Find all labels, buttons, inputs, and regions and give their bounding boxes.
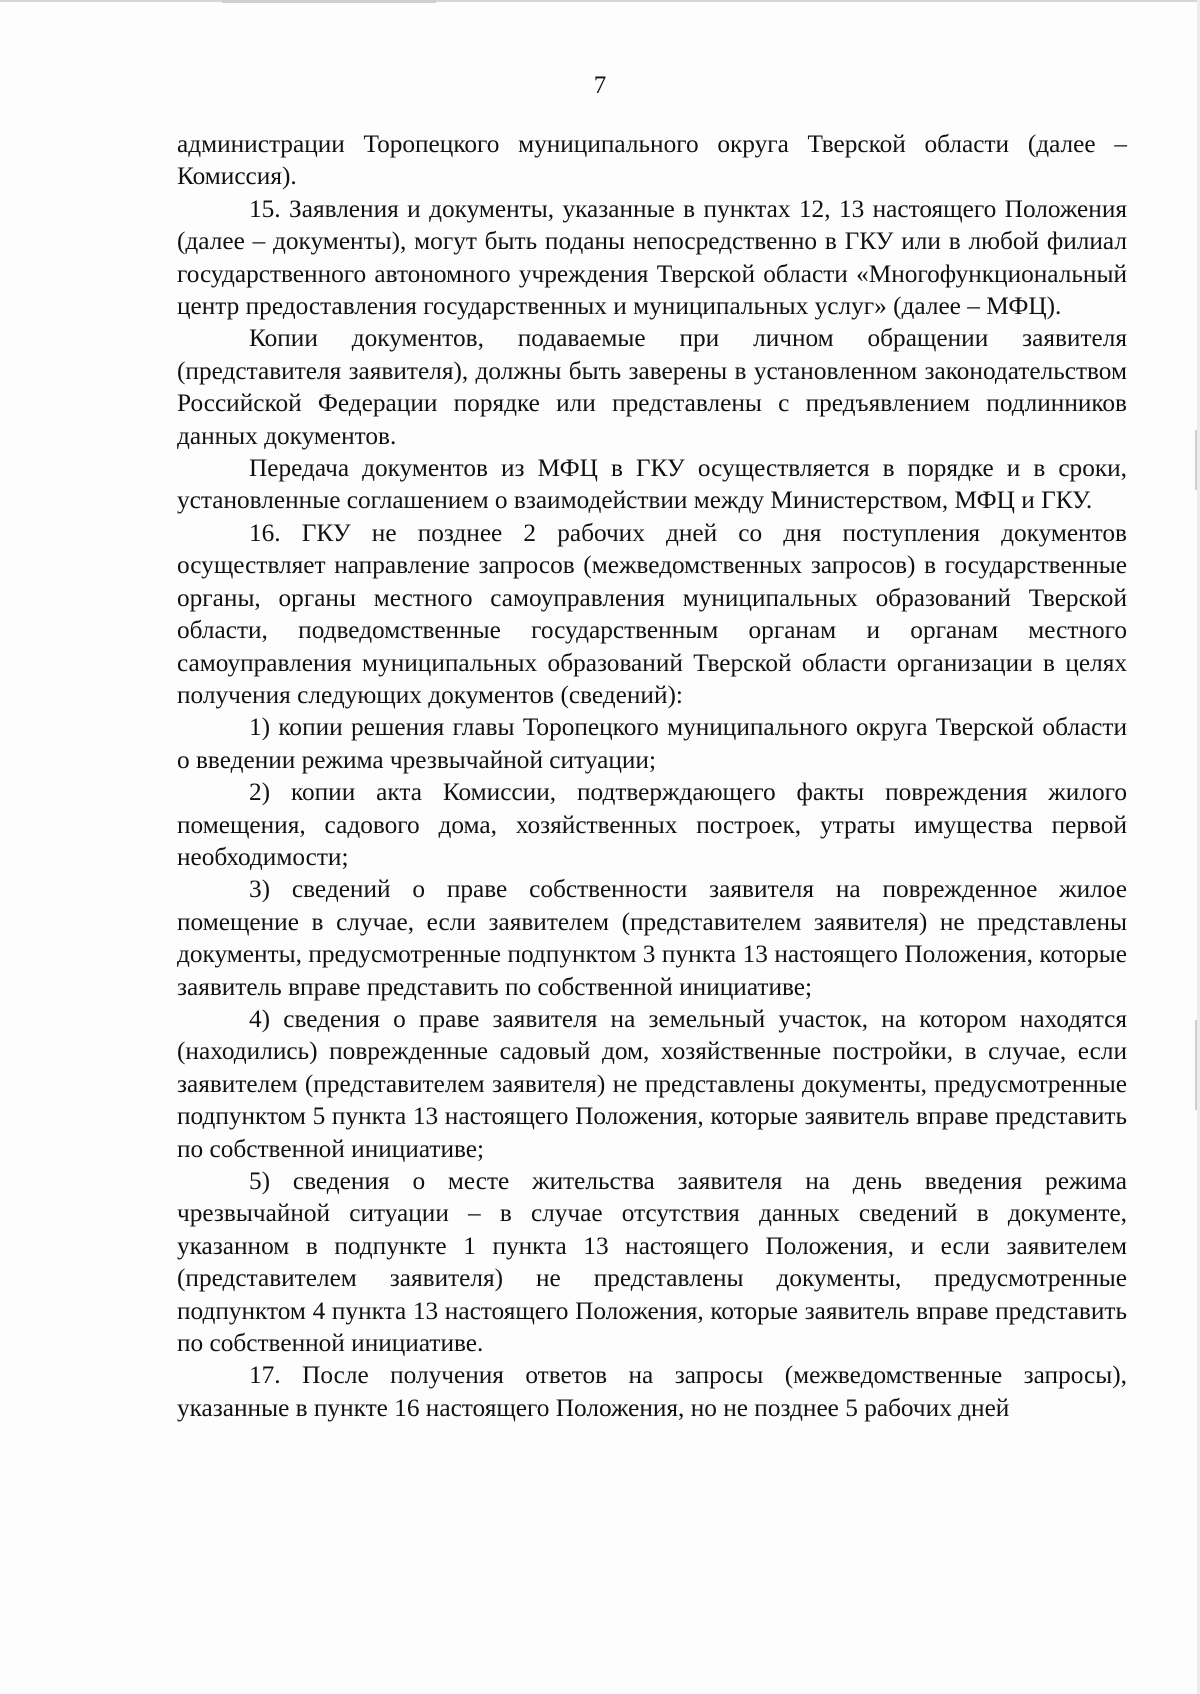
list-item-2: 2) копии акта Комиссии, подтверждающего факты повреждения жилого помещения, садового дома, хозяйственных построек, утраты имущества первой необходимости; [177,778,1127,871]
list-item-1: 1) копии решения главы Торопецкого муниципального округа Тверской области о введении режима чрезвычайной ситуации; [177,713,1127,774]
paragraph-item-16: 16. ГКУ не позднее 2 рабочих дней со дня поступления документов осуществляет направление запросов (межведомственных запросов) в государственные органы, органы местного самоуправления муниципальных образований Тверской области, подведомственные государственным органам и органам местного самоуправления муниципальных образований Тверской области организации в целях получения следующих документов (сведений): [177,518,1127,709]
paragraph-item-17: 17. После получения ответов на запросы (межведомственные запросы), указанные в пункте 16 настоящего Положения, но не позднее 5 рабочих дней [177,1361,1127,1422]
paragraph-transfer: Передача документов из МФЦ в ГКУ осуществляется в порядке и в сроки, установленные соглашением о взаимодействии между Министерством, МФЦ и ГКУ. [177,454,1127,515]
scan-artifact [1195,430,1197,490]
scan-top-edge [0,0,1200,2]
list-item-5: 5) сведения о месте жительства заявителя на день введения режима чрезвычайной ситуации – в случае отсутствия данных сведений в документе, указанном в подпункте 1 пункта 13 настоящего Положения, и если заявителем (представителем заявителя) не представлены документы, предусмотренные подпунктом 4 пункта 13 настоящего Положения, которые заявитель вправе представить по собственной инициативе. [177,1167,1127,1358]
page-number: 7 [593,72,607,99]
paragraph-item-15: 15. Заявления и документы, указанные в пунктах 12, 13 настоящего Положения (далее – документы), могут быть поданы непосредственно в ГКУ или в любой филиал государственного автономного учреждения Тверской области «Многофункциональный центр предоставления государственных и муниципальных услуг» (далее – МФЦ). [177,194,1127,321]
paragraph-copies: Копии документов, подаваемые при личном обращении заявителя (представителя заявителя), должны быть заверены в установленном законодательством Российской Федерации порядке или представлены с предъявлением подлинников данных документов. [177,324,1127,450]
list-item-3: 3) сведений о праве собственности заявителя на поврежденное жилое помещение в случае, если заявителем (представителем заявителя) не представлены документы, предусмотренные подпунктом 3 пункта 13 настоящего Положения, которые заявитель вправе представить по собственной инициативе; [177,875,1127,1001]
list-item-4: 4) сведения о праве заявителя на земельный участок, на котором находятся (находились) поврежденные садовый дом, хозяйственные постройки, в случае, если заявителем (представителем заявителя) не представлены документы, предусмотренные подпунктом 5 пункта 13 настоящего Положения, которые заявитель вправе представить по собственной инициативе; [177,1004,1127,1163]
scan-artifact [222,0,436,3]
scan-artifact [1195,1020,1197,1110]
paragraph-continuation: администрации Торопецкого муниципального округа Тверской области (далее – Комиссия). [177,130,1127,191]
body-text [177,128,1127,1424]
